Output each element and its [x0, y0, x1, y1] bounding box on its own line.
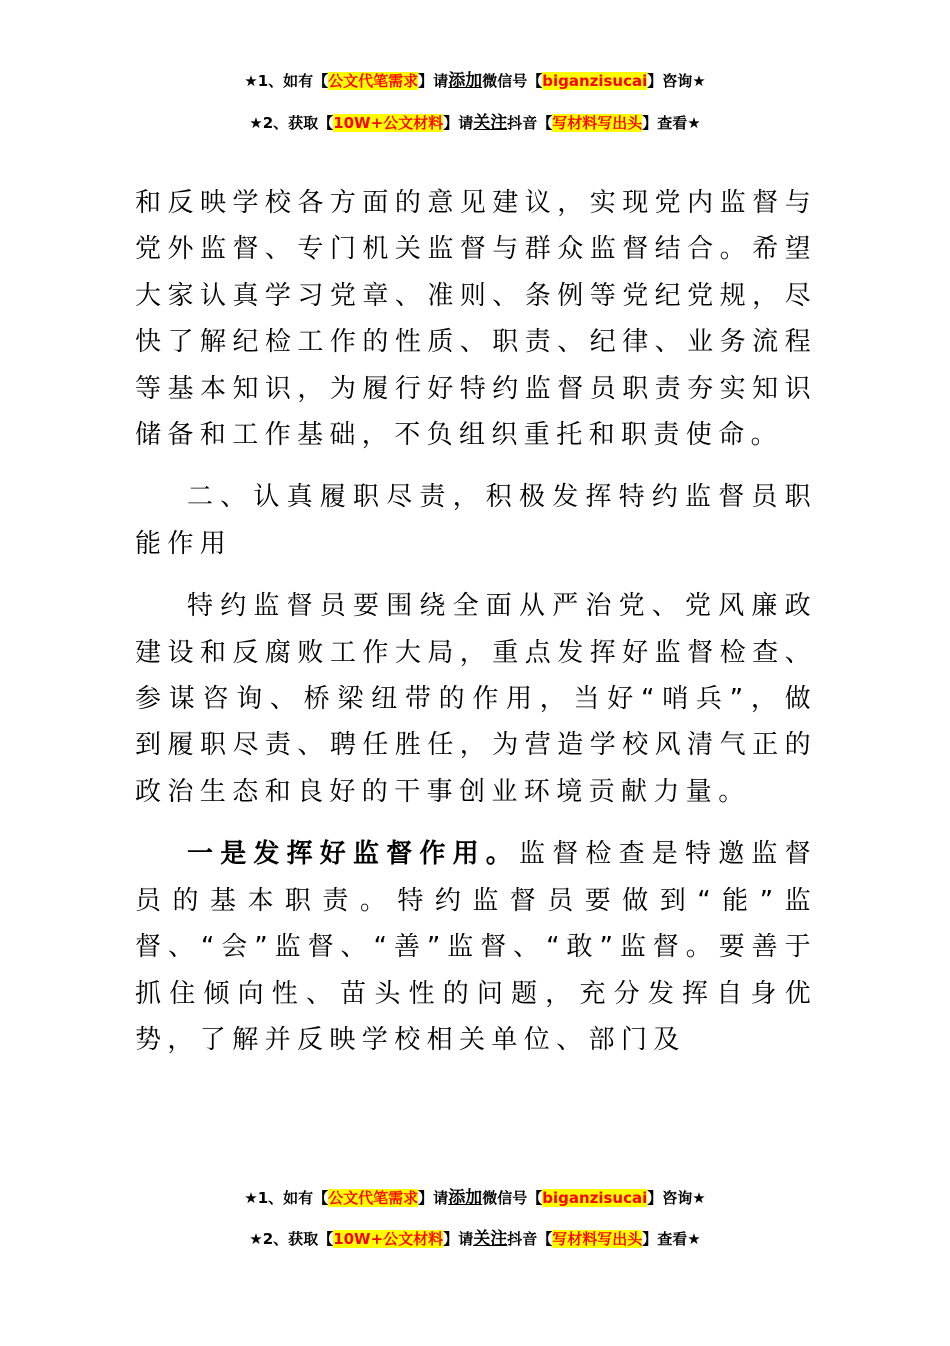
promo-line-1-top: [0, 70, 950, 92]
paragraph-3-lead: 一是发挥好监督作用。: [187, 839, 519, 870]
promo-highlight: 公文代笔需求: [328, 1189, 419, 1207]
promo-underline: 添加: [448, 71, 483, 91]
paragraph-1: 和反映学校各方面的意见建议，实现党内监督与党外监督、专门机关监督与群众监督结合。希望大家认真学习党章、准则、条例等党纪党规，尽快了解纪检工作的性质、职责、纪律、业务流程等基本知识，为履行好特约监督员职责夯实知识储备和工作基础，不负组织重托和职责使命。: [135, 188, 817, 451]
promo-text: 抖音【: [507, 114, 553, 132]
document-body: [135, 180, 817, 1063]
promo-text: 】查看★: [642, 1230, 701, 1248]
promo-text: ★1、如有【: [244, 1189, 329, 1207]
promo-highlight: biganzisucai: [542, 72, 648, 90]
promo-text: 】请: [443, 1230, 474, 1248]
promo-line-1-bottom: [0, 1187, 950, 1209]
promo-highlight: biganzisucai: [542, 1189, 648, 1207]
promo-line-2-top: [0, 112, 950, 134]
paragraph-3: [135, 831, 817, 1063]
paragraph-2: 特约监督员要围绕全面从严治党、党风廉政建设和反腐败工作大局，重点发挥好监督检查、参谋咨询、桥梁纽带的作用，当好“哨兵”，做到履职尽责、聘任胜任，为营造学校风清气正的政治生态和良好的干事创业环境贡献力量。: [135, 591, 817, 807]
promo-underline: 关注: [473, 113, 508, 133]
promo-line-2-bottom: [0, 1228, 950, 1250]
section-heading-2: 二、认真履职尽责，积极发挥特约监督员职能作用: [135, 482, 817, 559]
promo-highlight: 10W+公文材料: [333, 114, 444, 132]
promo-text: 】请: [418, 1189, 449, 1207]
promo-text: ★2、获取【: [249, 1230, 334, 1248]
promo-text: 】查看★: [642, 114, 701, 132]
paragraph-3-text: 监督检查是特邀监督员的基本职责。特约监督员要做到“能”监督、“会”监督、“善”监督、“敢”监督。要善于抓住倾向性、苗头性的问题，充分发挥自身优势，了解并反映学校相关单位、部门及: [135, 839, 817, 1055]
promo-text: 】请: [443, 114, 474, 132]
promo-text: 微信号【: [482, 1189, 543, 1207]
promo-highlight: 写材料写出头: [552, 1230, 643, 1248]
promo-text: ★1、如有【: [244, 72, 329, 90]
promo-highlight: 写材料写出头: [552, 114, 643, 132]
promo-text: 】咨询★: [647, 72, 706, 90]
promo-text: 抖音【: [507, 1230, 553, 1248]
promo-underline: 关注: [473, 1229, 508, 1249]
promo-text: ★2、获取【: [249, 114, 334, 132]
promo-highlight: 10W+公文材料: [333, 1230, 444, 1248]
promo-highlight: 公文代笔需求: [328, 72, 419, 90]
promo-text: 】请: [418, 72, 449, 90]
promo-text: 】咨询★: [647, 1189, 706, 1207]
promo-underline: 添加: [448, 1188, 483, 1208]
promo-text: 微信号【: [482, 72, 543, 90]
